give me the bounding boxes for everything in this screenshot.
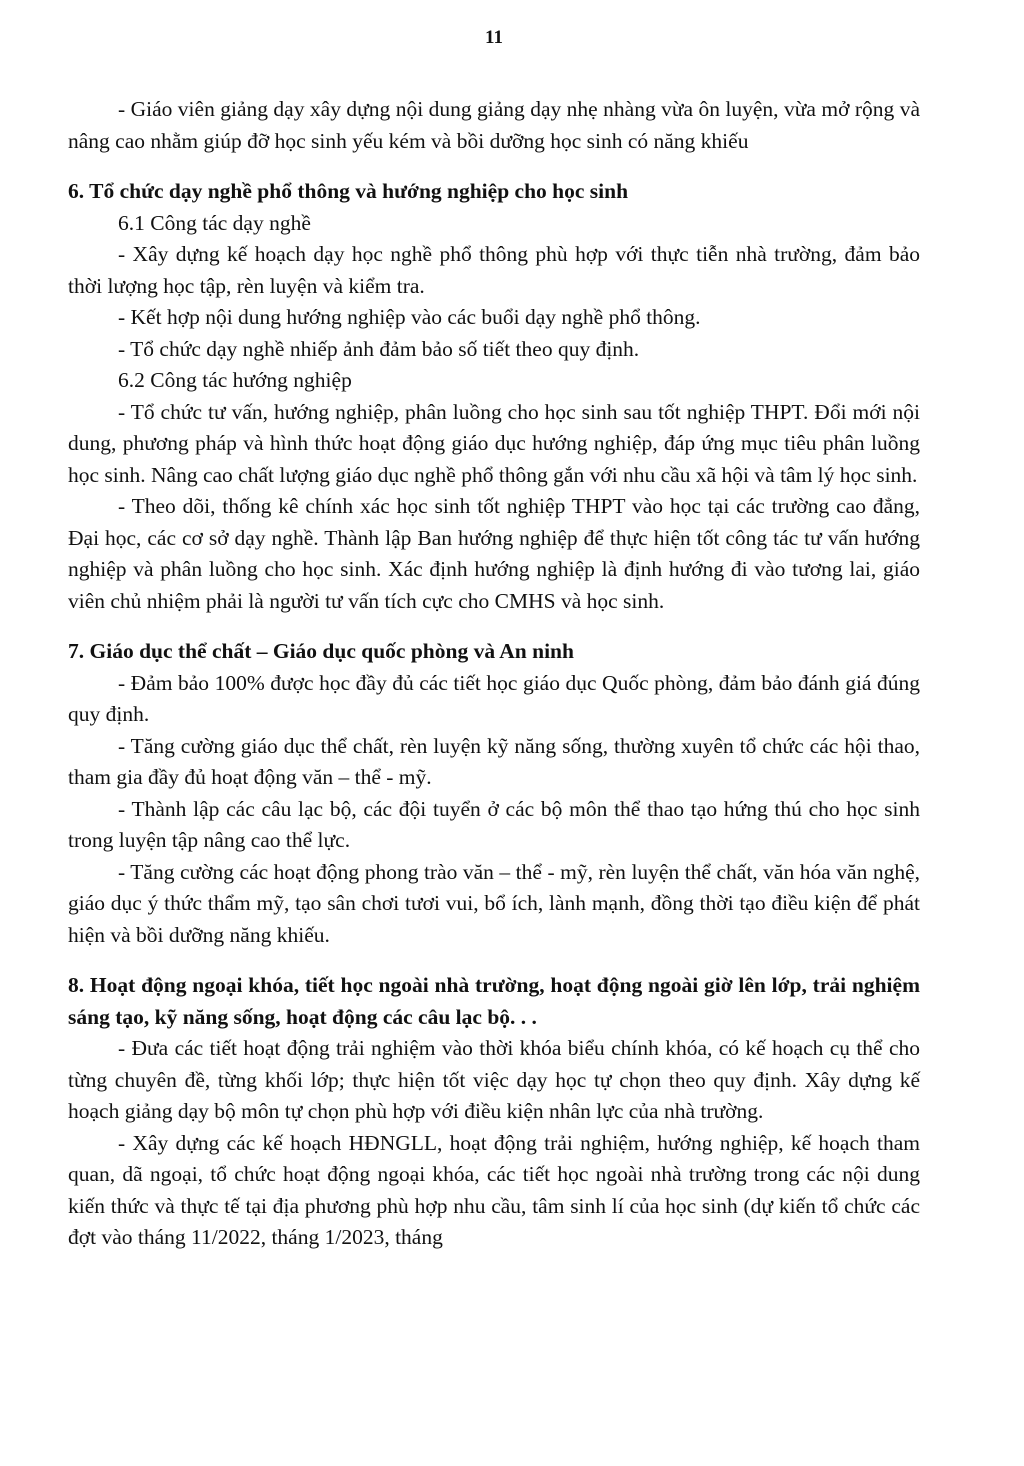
intro-section (68, 94, 920, 157)
section-6-heading: 6. Tổ chức dạy nghề phổ thông và hướng nghiệp cho học sinh (68, 179, 629, 203)
paragraph: - Kết hợp nội dung hướng nghiệp vào các buổi dạy nghề phổ thông. (118, 305, 701, 329)
paragraph: - Tổ chức tư vấn, hướng nghiệp, phân luồng cho học sinh sau tốt nghiệp THPT. Đổi mới nội dung, phương pháp và hình thức hoạt động giáo dục hướng nghiệp, đáp ứng mục tiêu phân luồng học sinh. Nâng cao chất lượng giáo dục nghề phổ thông gắn với nhu cầu xã hội và tâm lý học sinh. (68, 399, 920, 487)
section-7-heading: 7. Giáo dục thể chất – Giáo dục quốc phòng và An ninh (68, 639, 574, 663)
paragraph: - Tổ chức dạy nghề nhiếp ảnh đảm bảo số tiết theo quy định. (118, 336, 640, 361)
section-7 (68, 636, 920, 951)
section-8-heading: 8. Hoạt động ngoại khóa, tiết học ngoài nhà trường, hoạt động ngoài giờ lên lớp, trải nghiệm sáng tạo, kỹ năng sống, hoạt động các câu lạc bộ. . . (68, 973, 920, 1029)
paragraph: - Tăng cường các hoạt động phong trào văn – thể - mỹ, rèn luyện thể chất, văn hóa văn nghệ, giáo dục ý thức thẩm mỹ, tạo sân chơi tươi vui, bổ ích, lành mạnh, đồng thời tạo điều kiện để phát hiện và bồi dưỡng năng khiếu. (68, 859, 920, 947)
paragraph: - Xây dựng kế hoạch dạy học nghề phổ thông phù hợp với thực tiễn nhà trường, đảm bảo thời lượng học tập, rèn luyện và kiểm tra. (68, 242, 920, 298)
paragraph: - Thành lập các câu lạc bộ, các đội tuyển ở các bộ môn thể thao tạo hứng thú cho học sinh trong luyện tập nâng cao thể lực. (68, 796, 920, 852)
paragraph: - Xây dựng các kế hoạch HĐNGLL, hoạt động trải nghiệm, hướng nghiệp, kế hoạch tham quan, dã ngoại, tổ chức hoạt động ngoại khóa, các tiết học ngoài nhà trường trong các nội dung kiến thức và thực tế tại địa phương phù hợp nhu cầu, tâm sinh lí của học sinh (dự kiến tổ chức các đợt vào tháng 11/2022, tháng 1/2023, tháng (68, 1130, 920, 1249)
section-6 (68, 176, 920, 617)
paragraph: - Theo dõi, thống kê chính xác học sinh tốt nghiệp THPT vào học tại các trường cao đẳng, Đại học, các cơ sở dạy nghề. Thành lập Ban hướng nghiệp để thực hiện tốt công tác tư vấn hướng nghiệp và phân luồng cho học sinh. Xác định hướng nghiệp là định hướng đi vào tương lai, giáo viên chủ nhiệm phải là người tư vấn tích cực cho CMHS và học sinh. (68, 494, 920, 613)
subsection-6-1-title: 6.1 Công tác dạy nghề (118, 210, 311, 235)
paragraph: - Tăng cường giáo dục thể chất, rèn luyện kỹ năng sống, thường xuyên tổ chức các hội thao, tham gia đầy đủ hoạt động văn – thể - mỹ. (68, 733, 920, 789)
paragraph: - Đưa các tiết hoạt động trải nghiệm vào thời khóa biểu chính khóa, có kế hoạch cụ thể cho từng chuyên đề, từng khối lớp; thực hiện tốt việc dạy học tự chọn theo quy định. Xây dựng kế hoạch giảng dạy bộ môn tự chọn phù hợp với điều kiện nhân lực của nhà trường. (68, 1036, 920, 1123)
subsection-6-2-title: 6.2 Công tác hướng nghiệp (118, 368, 352, 392)
intro-paragraph: - Giáo viên giảng dạy xây dựng nội dung giảng dạy nhẹ nhàng vừa ôn luyện, vừa mở rộng và nâng cao nhằm giúp đỡ học sinh yếu kém và bồi dưỡng học sinh có năng khiếu (68, 97, 920, 153)
section-8 (68, 970, 920, 1254)
page-number: 11 (485, 27, 503, 48)
paragraph: - Đảm bảo 100% được học đầy đủ các tiết học giáo dục Quốc phòng, đảm bảo đánh giá đúng quy định. (68, 670, 920, 726)
